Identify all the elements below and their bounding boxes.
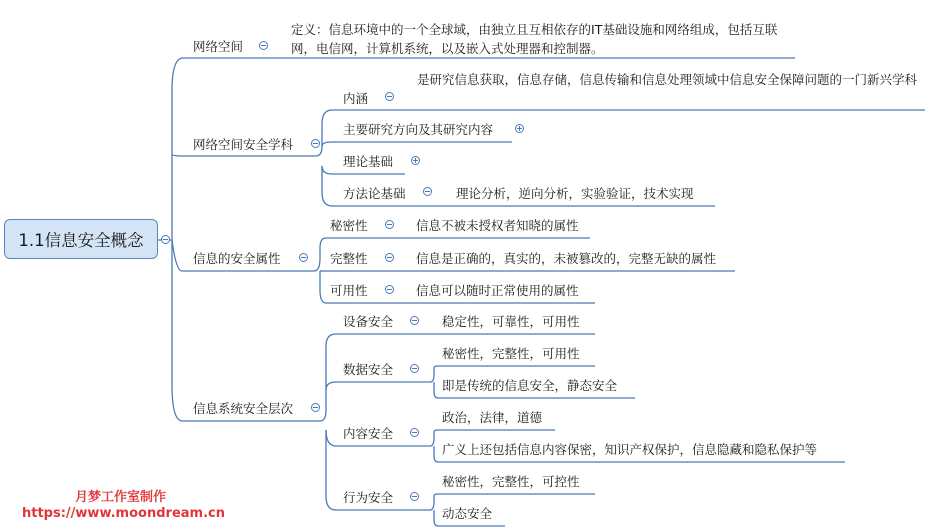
watermark-url: https://www.moondream.cn [22, 506, 225, 521]
topic-methodology[interactable]: 方法论基础 [343, 186, 406, 201]
topic-theory[interactable]: 理论基础 [343, 154, 394, 169]
collapse-toggle-icon[interactable] [410, 492, 419, 501]
collapse-toggle-icon[interactable] [385, 253, 394, 262]
topic-content-security[interactable]: 内容安全 [343, 426, 394, 441]
collapse-toggle-icon[interactable] [161, 235, 170, 244]
collapse-toggle-icon[interactable] [299, 253, 308, 262]
availability-desc[interactable]: 信息可以随时正常使用的属性 [416, 283, 579, 298]
data-security-desc-2[interactable]: 即是传统的信息安全，静态安全 [442, 378, 618, 393]
collapse-toggle-icon[interactable] [410, 316, 419, 325]
topic-research[interactable]: 主要研究方向及其研究内容 [343, 122, 494, 137]
watermark-studio: 月梦工作室制作 [75, 490, 167, 505]
data-security-desc-1[interactable]: 秘密性，完整性，可用性 [442, 346, 580, 361]
topic-integrity[interactable]: 完整性 [330, 251, 368, 266]
topic-availability[interactable]: 可用性 [330, 283, 368, 298]
topic-behavior-security[interactable]: 行为安全 [343, 490, 394, 505]
content-security-desc-1[interactable]: 政治，法律，道德 [442, 410, 543, 425]
collapse-toggle-icon[interactable] [385, 285, 394, 294]
topic-connotation[interactable]: 内涵 [343, 91, 369, 106]
behavior-security-desc-2[interactable]: 动态安全 [442, 506, 493, 521]
content-security-desc-2[interactable]: 广义上还包括信息内容保密，知识产权保护，信息隐藏和隐私保护等 [442, 442, 818, 457]
topic-data-security[interactable]: 数据安全 [343, 362, 394, 377]
expand-toggle-icon[interactable] [515, 124, 524, 133]
behavior-security-desc-1[interactable]: 秘密性，完整性，可控性 [442, 474, 580, 489]
topic-attributes[interactable]: 信息的安全属性 [193, 251, 281, 266]
collapse-toggle-icon[interactable] [311, 139, 320, 148]
topic-layers[interactable]: 信息系统安全层次 [193, 401, 294, 416]
integrity-desc[interactable]: 信息是正确的，真实的，未被篡改的，完整无缺的属性 [416, 251, 717, 266]
topic-confidentiality[interactable]: 秘密性 [330, 218, 368, 233]
collapse-toggle-icon[interactable] [410, 428, 419, 437]
collapse-toggle-icon[interactable] [385, 92, 394, 101]
methodology-desc[interactable]: 理论分析，逆向分析，实验验证，技术实现 [456, 186, 694, 201]
collapse-toggle-icon[interactable] [311, 403, 320, 412]
collapse-toggle-icon[interactable] [410, 364, 419, 373]
collapse-toggle-icon[interactable] [423, 187, 432, 196]
device-security-desc[interactable]: 稳定性，可靠性，可用性 [442, 314, 580, 329]
expand-toggle-icon[interactable] [411, 156, 420, 165]
topic-device-security[interactable]: 设备安全 [343, 314, 394, 329]
root-topic[interactable]: 1.1信息安全概念 [4, 219, 158, 259]
connotation-desc[interactable]: 是研究信息获取，信息存储，信息传输和信息处理领域中信息安全保障问题的一门新兴学科 [417, 72, 918, 87]
collapse-toggle-icon[interactable] [259, 41, 268, 50]
topic-cyberspace[interactable]: 网络空间 [193, 39, 244, 54]
cyberspace-definition[interactable]: 定义：信息环境中的一个全球域，由独立且互相依存的IT基础设施和网络组成，包括互联网，电信网，计算机系统，以及嵌入式处理器和控制器。 [291, 22, 778, 56]
topic-discipline[interactable]: 网络空间安全学科 [193, 137, 294, 152]
confidentiality-desc[interactable]: 信息不被未授权者知晓的属性 [416, 218, 579, 233]
collapse-toggle-icon[interactable] [385, 220, 394, 229]
